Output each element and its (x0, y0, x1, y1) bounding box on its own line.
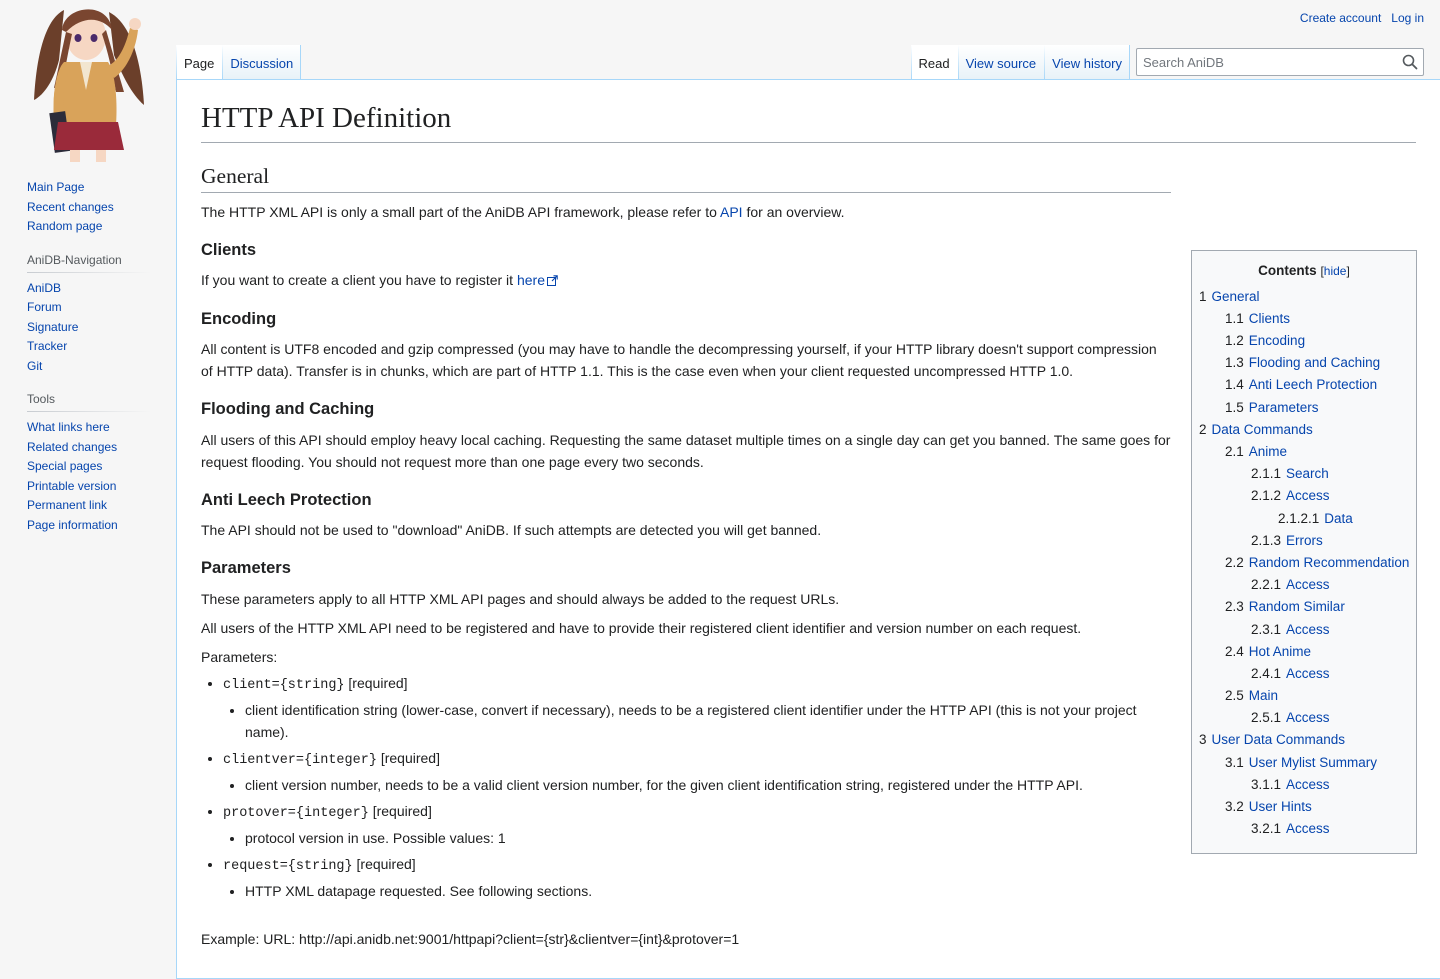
toc-item[interactable] (1199, 686, 1409, 706)
param-required: [required] (344, 674, 408, 691)
namespace-tabs (176, 45, 301, 80)
heading-parameters: Parameters (201, 559, 291, 578)
param-code: clientver={integer} (223, 752, 377, 768)
toc-hide-toggle: [hide] (1320, 263, 1350, 278)
toc-item-link[interactable]: Random Similar (1248, 599, 1345, 615)
api-link[interactable]: API (720, 203, 743, 220)
toc-item-link[interactable]: User Hints (1248, 799, 1312, 814)
page-title: HTTP API Definition (201, 100, 1416, 143)
example-url-text: Example: URL: http://api.anidb.net:9001/httpapi?client={str}&clientver={int}&protover=1 (201, 930, 740, 947)
search-box (1136, 48, 1424, 76)
toc-item[interactable] (1199, 664, 1409, 684)
toc-item-link[interactable]: General (1211, 288, 1260, 304)
toc-item-number: 1.2 (1225, 333, 1244, 349)
toc-item-link[interactable]: Access (1286, 621, 1330, 637)
toc-item[interactable] (1199, 375, 1409, 395)
site-logo[interactable] (14, 0, 164, 162)
toc-item[interactable] (1199, 753, 1409, 773)
create-account-link[interactable]: Create account (1299, 11, 1382, 25)
sidebar-item-forum[interactable]: Forum (27, 300, 62, 315)
toc-item-link[interactable]: Data Commands (1211, 421, 1313, 437)
toc-item[interactable] (1199, 309, 1409, 329)
toc-item-number: 3.2.1 (1251, 821, 1282, 837)
toc-item-number: 2.1.1 (1251, 466, 1282, 482)
toc-item[interactable] (1199, 797, 1409, 817)
toc-item-link[interactable]: Access (1286, 710, 1330, 726)
param-code: request={string} (223, 858, 353, 874)
sidebar (0, 178, 176, 549)
parameters-list (201, 672, 1171, 902)
toc-item[interactable] (1199, 420, 1409, 440)
toc-item[interactable] (1199, 775, 1409, 795)
toc-title-label: Contents (1258, 262, 1317, 278)
toc-item-number: 2.2 (1225, 554, 1244, 570)
toc-item-link[interactable]: Anime (1248, 444, 1288, 459)
toc-item-number: 2.2.1 (1251, 577, 1282, 593)
general-text-pre: The HTTP XML API is only a small part of the AniDB API framework, please refer to (201, 203, 720, 220)
toc-item[interactable] (1199, 708, 1409, 728)
sidebar-item-main-page[interactable]: Main Page (27, 180, 85, 194)
toc-item[interactable] (1199, 553, 1409, 573)
list-item (223, 747, 1171, 796)
tab-view-source[interactable]: View source (958, 45, 1045, 80)
view-tabs (911, 45, 1131, 80)
article-main-column (201, 163, 1171, 950)
param-description: • HTTP XML datapage requested. See following sections. (245, 880, 1171, 902)
clients-paragraph (201, 269, 1171, 292)
toc-item[interactable] (1199, 642, 1409, 662)
toc-item-link[interactable]: Access (1286, 776, 1330, 792)
param-description: • client identification string (lower-case, convert if necessary), needs to be a registered client identifier under the HTTP API (this is not your project name). (245, 699, 1171, 743)
sidebar-item-anidb[interactable]: AniDB (27, 280, 62, 295)
encoding-paragraph: All content is UTF8 encoded and gzip compressed (you may have to handle the decompressing yourself, if your HTTP library doesn't support compression of HTTP data). Transfer is in chunks, which are part of HTTP 1.1. This is the case even when your client requested uncompressed HTTP 1.0. (201, 341, 1157, 380)
general-paragraph (201, 201, 1171, 223)
sidebar-item-special-pages[interactable]: Special pages (27, 459, 103, 474)
toc-item[interactable] (1199, 353, 1409, 373)
sidebar-item-git[interactable]: Git (27, 358, 43, 373)
sidebar-item-page-information[interactable]: Page information (27, 517, 118, 532)
param-description: • client version number, needs to be a valid client version number, for the given client identification string, registered under the HTTP API. (245, 774, 1171, 796)
param-required: [required] (368, 802, 432, 819)
toc-item-link[interactable]: Main (1248, 688, 1279, 704)
parameters-paragraph-2: All users of the HTTP XML API need to be registered and have to provide their registered client identifier and version number on each request. (201, 619, 1082, 636)
toc-item-number: 1.1 (1225, 310, 1244, 326)
toc-item-link[interactable]: Random Recommendation (1248, 554, 1410, 570)
toc-item-link[interactable]: Errors (1286, 532, 1323, 548)
toc-item[interactable] (1199, 464, 1409, 484)
tab-page[interactable]: Page (176, 45, 222, 80)
toc-item-link[interactable]: Access (1286, 488, 1330, 504)
param-code: protover={integer} (223, 805, 369, 821)
tab-read[interactable]: Read (911, 45, 958, 80)
sidebar-tools (0, 390, 176, 535)
toc-item[interactable] (1199, 287, 1409, 307)
sidebar-item-recent-changes[interactable]: Recent changes (27, 199, 114, 214)
mascot-logo-image (14, 0, 164, 162)
toc-item-link[interactable]: Clients (1248, 310, 1291, 326)
list-item (223, 853, 1171, 902)
toc-item-link[interactable]: User Data Commands (1211, 732, 1346, 748)
toc-item[interactable] (1199, 730, 1409, 750)
toc-item-number: 2.1 (1225, 444, 1244, 459)
param-required: [required] (376, 749, 440, 766)
toc-item-number: 2.3 (1225, 599, 1244, 615)
toc-hide-link[interactable]: hide (1323, 263, 1347, 278)
sidebar-item-permanent-link[interactable]: Permanent link (27, 498, 108, 513)
tab-view-history[interactable]: View history (1044, 45, 1130, 80)
toc-item-number: 1.5 (1225, 399, 1244, 415)
toc-item-link[interactable]: Encoding (1248, 333, 1306, 349)
personal-tools (1300, 11, 1424, 25)
param-description: • protocol version in use. Possible values: 1 (245, 827, 1171, 849)
toc-item-link[interactable]: Data (1324, 510, 1353, 526)
toc-item-number: 3.1.1 (1251, 776, 1282, 792)
sidebar-item-signature[interactable]: Signature (27, 319, 79, 334)
toc-item[interactable] (1199, 509, 1409, 529)
toc-item[interactable] (1199, 597, 1409, 617)
article-body (201, 163, 1416, 950)
clients-text: If you want to create a client you have to register it (201, 272, 517, 289)
sidebar-item-related-changes[interactable]: Related changes (27, 439, 118, 454)
toc-item-number: 2.5.1 (1251, 710, 1282, 726)
toc-item-number: 1.3 (1225, 355, 1244, 371)
toc-item[interactable] (1199, 531, 1409, 551)
flooding-paragraph: All users of this API should employ heavy local caching. Requesting the same dataset multiple times on a single day can get you banned. The same goes for request flooding. You should not request more than one page every two seconds. (201, 431, 1171, 470)
list-item (223, 672, 1171, 743)
sidebar-heading-anidb: AniDB-Navigation (27, 251, 151, 273)
toc-item[interactable] (1199, 398, 1409, 418)
toc-item-link[interactable]: Access (1286, 821, 1330, 837)
toc-item-number: 2 (1199, 421, 1207, 437)
toc-item-number: 3.2 (1225, 799, 1244, 814)
toc-item-link[interactable]: Search (1286, 466, 1329, 482)
login-link[interactable]: Log in (1391, 11, 1424, 25)
tab-discussion[interactable]: Discussion (222, 45, 301, 80)
sidebar-heading-tools: Tools (27, 390, 151, 412)
param-code: client={string} (223, 677, 345, 693)
toc-item-number: 2.1.2.1 (1278, 510, 1320, 526)
sidebar-anidb-navigation (0, 251, 176, 377)
toc-item-number: 2.1.2 (1251, 488, 1282, 504)
sidebar-item-printable-version[interactable]: Printable version (27, 478, 117, 493)
toc-item-number: 1.4 (1225, 377, 1244, 393)
heading-anti-leech: Anti Leech Protection (201, 490, 372, 509)
toc-item[interactable] (1199, 575, 1409, 595)
toc-item-number: 2.4.1 (1251, 665, 1282, 681)
toc-item-number: 2.1.3 (1251, 532, 1282, 548)
anti-leech-paragraph: The API should not be used to "download" AniDB. If such attempts are detected you will get banned. (201, 522, 822, 539)
parameters-label: Parameters: (201, 648, 278, 665)
heading-encoding: Encoding (201, 310, 277, 329)
toc-item-number: 1 (1199, 288, 1207, 304)
toc-item-link[interactable]: Flooding and Caching (1248, 355, 1381, 371)
sidebar-item-what-links-here[interactable]: What links here (27, 420, 110, 435)
toc-item-link[interactable]: Access (1286, 665, 1330, 681)
heading-general: General (201, 163, 1171, 193)
toc-item-number: 2.4 (1225, 643, 1244, 659)
toc-item-number: 2.5 (1225, 688, 1244, 704)
toc-item-link[interactable]: Anti Leech Protection (1248, 377, 1378, 393)
parameters-paragraph-1: These parameters apply to all HTTP XML API pages and should always be added to the request URLs. (201, 590, 840, 607)
param-required: [required] (352, 855, 416, 872)
heading-flooding-caching: Flooding and Caching (201, 400, 375, 419)
toc-item-number: 3.1 (1225, 754, 1244, 770)
toc-item[interactable] (1199, 331, 1409, 351)
list-item (223, 800, 1171, 849)
toc-item-link[interactable]: Hot Anime (1248, 643, 1312, 659)
toc-list (1199, 287, 1409, 840)
toc-item-link[interactable]: User Mylist Summary (1248, 754, 1378, 770)
external-link-icon (547, 270, 558, 292)
table-of-contents (1191, 250, 1417, 855)
sidebar-item-tracker[interactable]: Tracker (27, 339, 68, 354)
toc-item[interactable] (1199, 819, 1409, 839)
general-text-post: for an overview. (742, 203, 845, 220)
main-content (176, 79, 1440, 979)
toc-item-link[interactable]: Access (1286, 577, 1330, 593)
sidebar-navigation (0, 178, 176, 237)
search-icon[interactable] (1397, 49, 1423, 75)
toc-item[interactable] (1199, 442, 1409, 462)
register-here-link[interactable] (517, 272, 558, 288)
toc-title (1199, 260, 1409, 282)
toc-item-number: 2.3.1 (1251, 621, 1282, 637)
heading-clients: Clients (201, 240, 257, 259)
toc-item-number: 3 (1199, 732, 1207, 748)
toc-item[interactable] (1199, 620, 1409, 640)
sidebar-item-random-page[interactable]: Random page (27, 219, 103, 233)
toc-item-link[interactable]: Parameters (1248, 399, 1319, 415)
search-input[interactable] (1137, 50, 1397, 74)
toc-item[interactable] (1199, 486, 1409, 506)
register-here-label: here (516, 272, 545, 289)
